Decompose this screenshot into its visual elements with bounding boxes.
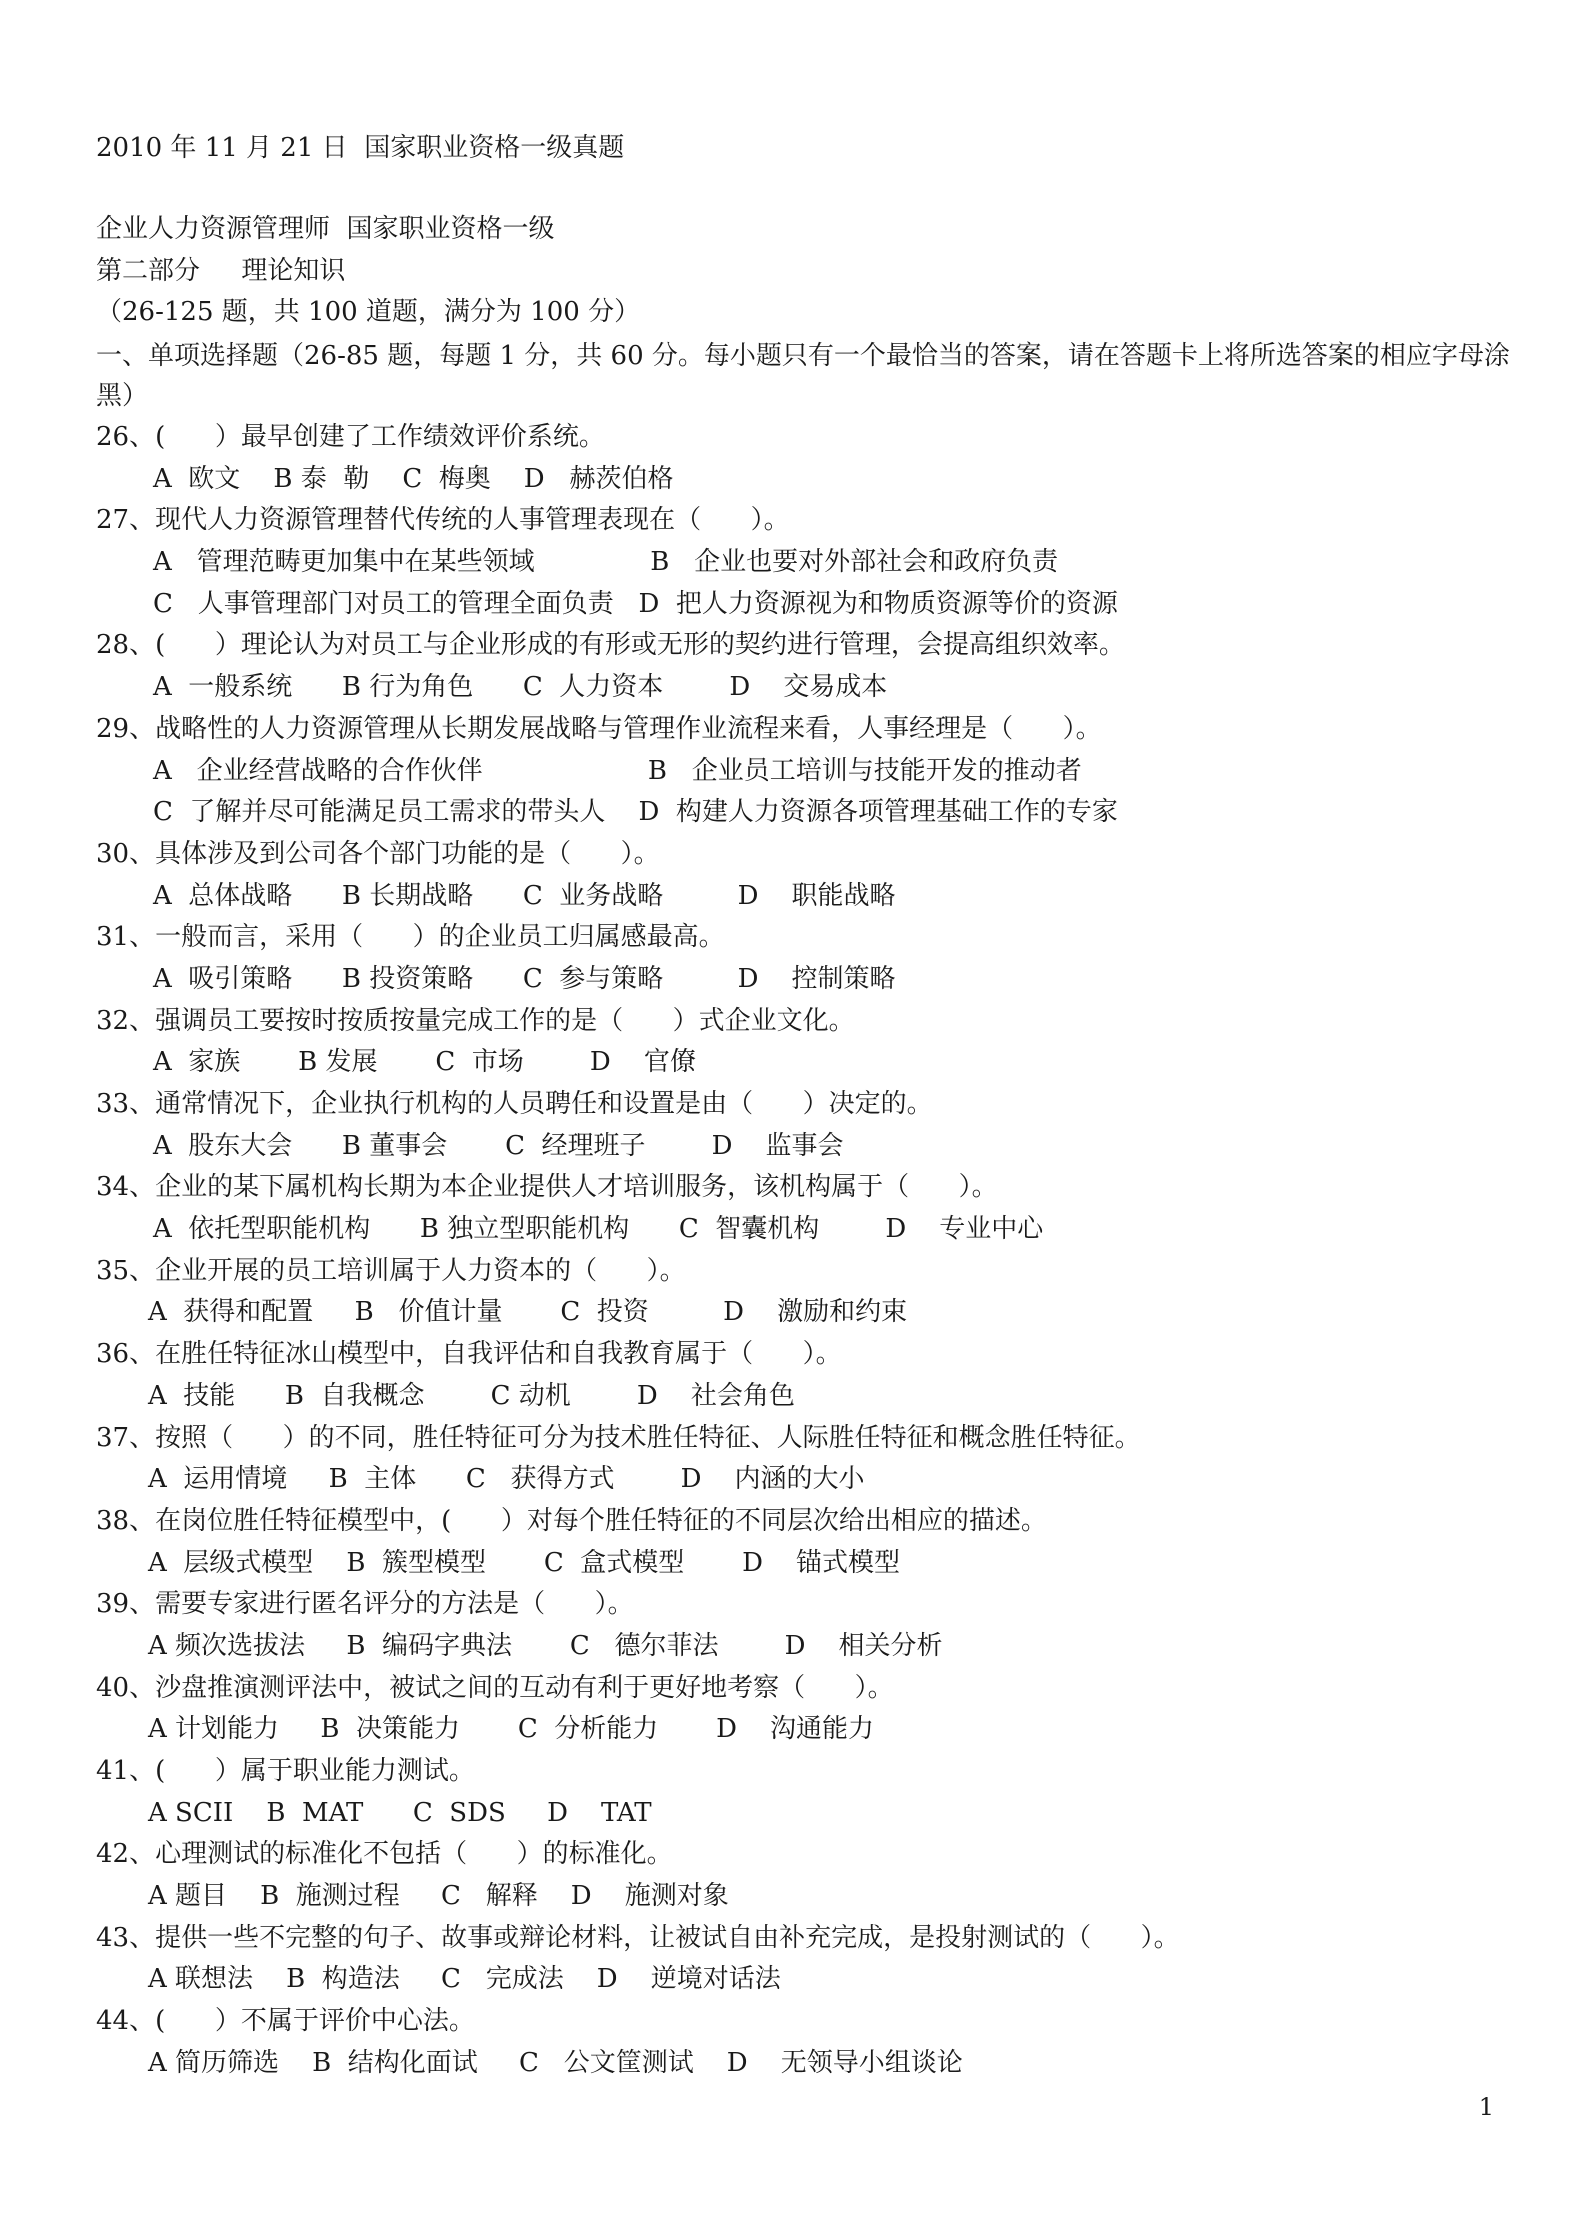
question-item bbox=[96, 625, 1526, 708]
question-options: A 欧文 B 泰 勒 C 梅奥 D 赫茨伯格 bbox=[153, 463, 674, 494]
question-stem: 28、( ）理论认为对员工与企业形成的有形或无形的契约进行管理，会提高组织效率。 bbox=[96, 630, 1125, 661]
question-item bbox=[96, 1584, 1526, 1667]
question-item bbox=[96, 1167, 1526, 1250]
question-options: A 家族 B 发展 C 市场 D 官僚 bbox=[153, 1047, 696, 1078]
question-options: C 了解并尽可能满足员工需求的带头人 D 构建人力资源各项管理基础工作的专家 bbox=[153, 797, 1118, 828]
question-item bbox=[96, 500, 1526, 625]
question-options: A 联想法 B 构造法 C 完成法 D 逆境对话法 bbox=[148, 1964, 781, 1995]
intro-block bbox=[96, 212, 640, 337]
scoring-note: （26-125 题，共 100 道题，满分为 100 分） bbox=[96, 297, 641, 327]
question-stem: 30、具体涉及到公司各个部门功能的是（ ）。 bbox=[96, 838, 660, 869]
question-item bbox=[96, 1501, 1526, 1584]
question-item bbox=[96, 917, 1526, 1000]
question-item bbox=[96, 834, 1526, 917]
question-item bbox=[96, 417, 1526, 500]
question-options: A 一般系统 B 行为角色 C 人力资本 D 交易成本 bbox=[153, 672, 888, 703]
question-options: A 依托型职能机构 B 独立型职能机构 C 智囊机构 D 专业中心 bbox=[153, 1214, 1044, 1245]
question-stem: 43、提供一些不完整的句子、故事或辩论材料，让被试自由补充完成，是投射测试的（ ）。 bbox=[96, 1922, 1180, 1953]
question-stem: 40、沙盘推演测评法中，被试之间的互动有利于更好地考察（ ）。 bbox=[96, 1672, 894, 1703]
question-options: A 运用情境 B 主体 C 获得方式 D 内涵的大小 bbox=[148, 1464, 865, 1495]
question-item bbox=[96, 2001, 1526, 2084]
question-options: C 人事管理部门对员工的管理全面负责 D 把人力资源视为和物质资源等价的资源 bbox=[153, 588, 1118, 619]
question-options: A 吸引策略 B 投资策略 C 参与策略 D 控制策略 bbox=[153, 963, 896, 994]
question-options: A 技能 B 自我概念 C 动机 D 社会角色 bbox=[148, 1380, 795, 1411]
section-heading: 一、单项选择题（26-85 题，每题 1 分，共 60 分。每小题只有一个最恰当的答案，请在答题卡上将所选答案的相应字母涂黑） bbox=[96, 341, 1510, 411]
question-options: A SCII B MAT C SDS D TAT bbox=[148, 1797, 652, 1828]
question-stem: 29、战略性的人力资源管理从长期发展战略与管理作业流程来看，人事经理是（ ）。 bbox=[96, 713, 1102, 744]
question-stem: 41、( ）属于职业能力测试。 bbox=[96, 1756, 475, 1786]
part-heading: 第二部分 理论知识 bbox=[96, 255, 346, 286]
question-stem: 31、一般而言，采用（ ）的企业员工归属感最高。 bbox=[96, 922, 725, 953]
question-options: A 管理范畴更加集中在某些领域 B 企业也要对外部社会和政府负责 bbox=[153, 547, 1059, 578]
question-options: A 层级式模型 B 簇型模型 C 盒式模型 D 锚式模型 bbox=[148, 1547, 901, 1578]
question-options: A 频次选拔法 B 编码字典法 C 德尔菲法 D 相关分析 bbox=[148, 1630, 943, 1661]
exam-name: 企业人力资源管理师 国家职业资格一级 bbox=[96, 214, 555, 244]
question-item bbox=[96, 1834, 1526, 1917]
question-stem: 27、现代人力资源管理替代传统的人事管理表现在（ ）。 bbox=[96, 505, 790, 536]
question-stem: 33、通常情况下，企业执行机构的人员聘任和设置是由（ ）决定的。 bbox=[96, 1089, 933, 1119]
question-stem: 26、( ）最早创建了工作绩效评价系统。 bbox=[96, 422, 605, 452]
question-item bbox=[96, 1918, 1526, 2001]
question-options: A 企业经营战略的合作伙伴 B 企业员工培训与技能开发的推动者 bbox=[153, 755, 1082, 786]
question-options: A 题目 B 施测过程 C 解释 D 施测对象 bbox=[148, 1881, 729, 1912]
question-item bbox=[96, 1251, 1526, 1334]
question-stem: 35、企业开展的员工培训属于人力资本的（ ）。 bbox=[96, 1255, 686, 1286]
question-stem: 36、在胜任特征冰山模型中，自我评估和自我教育属于（ ）。 bbox=[96, 1339, 842, 1370]
document-title: 2010 年 11 月 21 日 国家职业资格一级真题 bbox=[96, 133, 625, 163]
question-stem: 32、强调员工要按时按质按量完成工作的是（ ）式企业文化。 bbox=[96, 1005, 855, 1036]
question-stem: 38、在岗位胜任特征模型中，( ）对每个胜任特征的不同层次给出相应的描述。 bbox=[96, 1505, 1047, 1536]
question-stem: 42、心理测试的标准化不包括（ ）的标准化。 bbox=[96, 1839, 673, 1870]
question-options: A 计划能力 B 决策能力 C 分析能力 D 沟通能力 bbox=[148, 1714, 875, 1745]
question-stem: 44、( ）不属于评价中心法。 bbox=[96, 2006, 475, 2037]
question-item bbox=[96, 1334, 1526, 1417]
question-item bbox=[96, 1001, 1526, 1084]
question-options: A 总体战略 B 长期战略 C 业务战略 D 职能战略 bbox=[153, 880, 896, 911]
question-options: A 股东大会 B 董事会 C 经理班子 D 监事会 bbox=[153, 1130, 844, 1161]
page-number: 1 bbox=[1478, 2093, 1494, 2121]
question-stem: 37、按照（ ）的不同，胜任特征可分为技术胜任特征、人际胜任特征和概念胜任特征。 bbox=[96, 1422, 1141, 1453]
question-options: A 获得和配置 B 价值计量 C 投资 D 激励和约束 bbox=[148, 1297, 908, 1328]
question-list bbox=[96, 417, 1526, 2085]
question-item bbox=[96, 709, 1526, 834]
question-item bbox=[96, 1084, 1526, 1167]
question-stem: 34、企业的某下属机构长期为本企业提供人才培训服务，该机构属于（ ）。 bbox=[96, 1172, 998, 1203]
question-options: A 简历筛选 B 结构化面试 C 公文筐测试 D 无领导小组谈论 bbox=[148, 2047, 963, 2078]
question-item bbox=[96, 1668, 1526, 1751]
question-stem: 39、需要专家进行匿名评分的方法是（ ）。 bbox=[96, 1589, 634, 1620]
question-item bbox=[96, 1418, 1526, 1501]
question-item bbox=[96, 1751, 1526, 1834]
